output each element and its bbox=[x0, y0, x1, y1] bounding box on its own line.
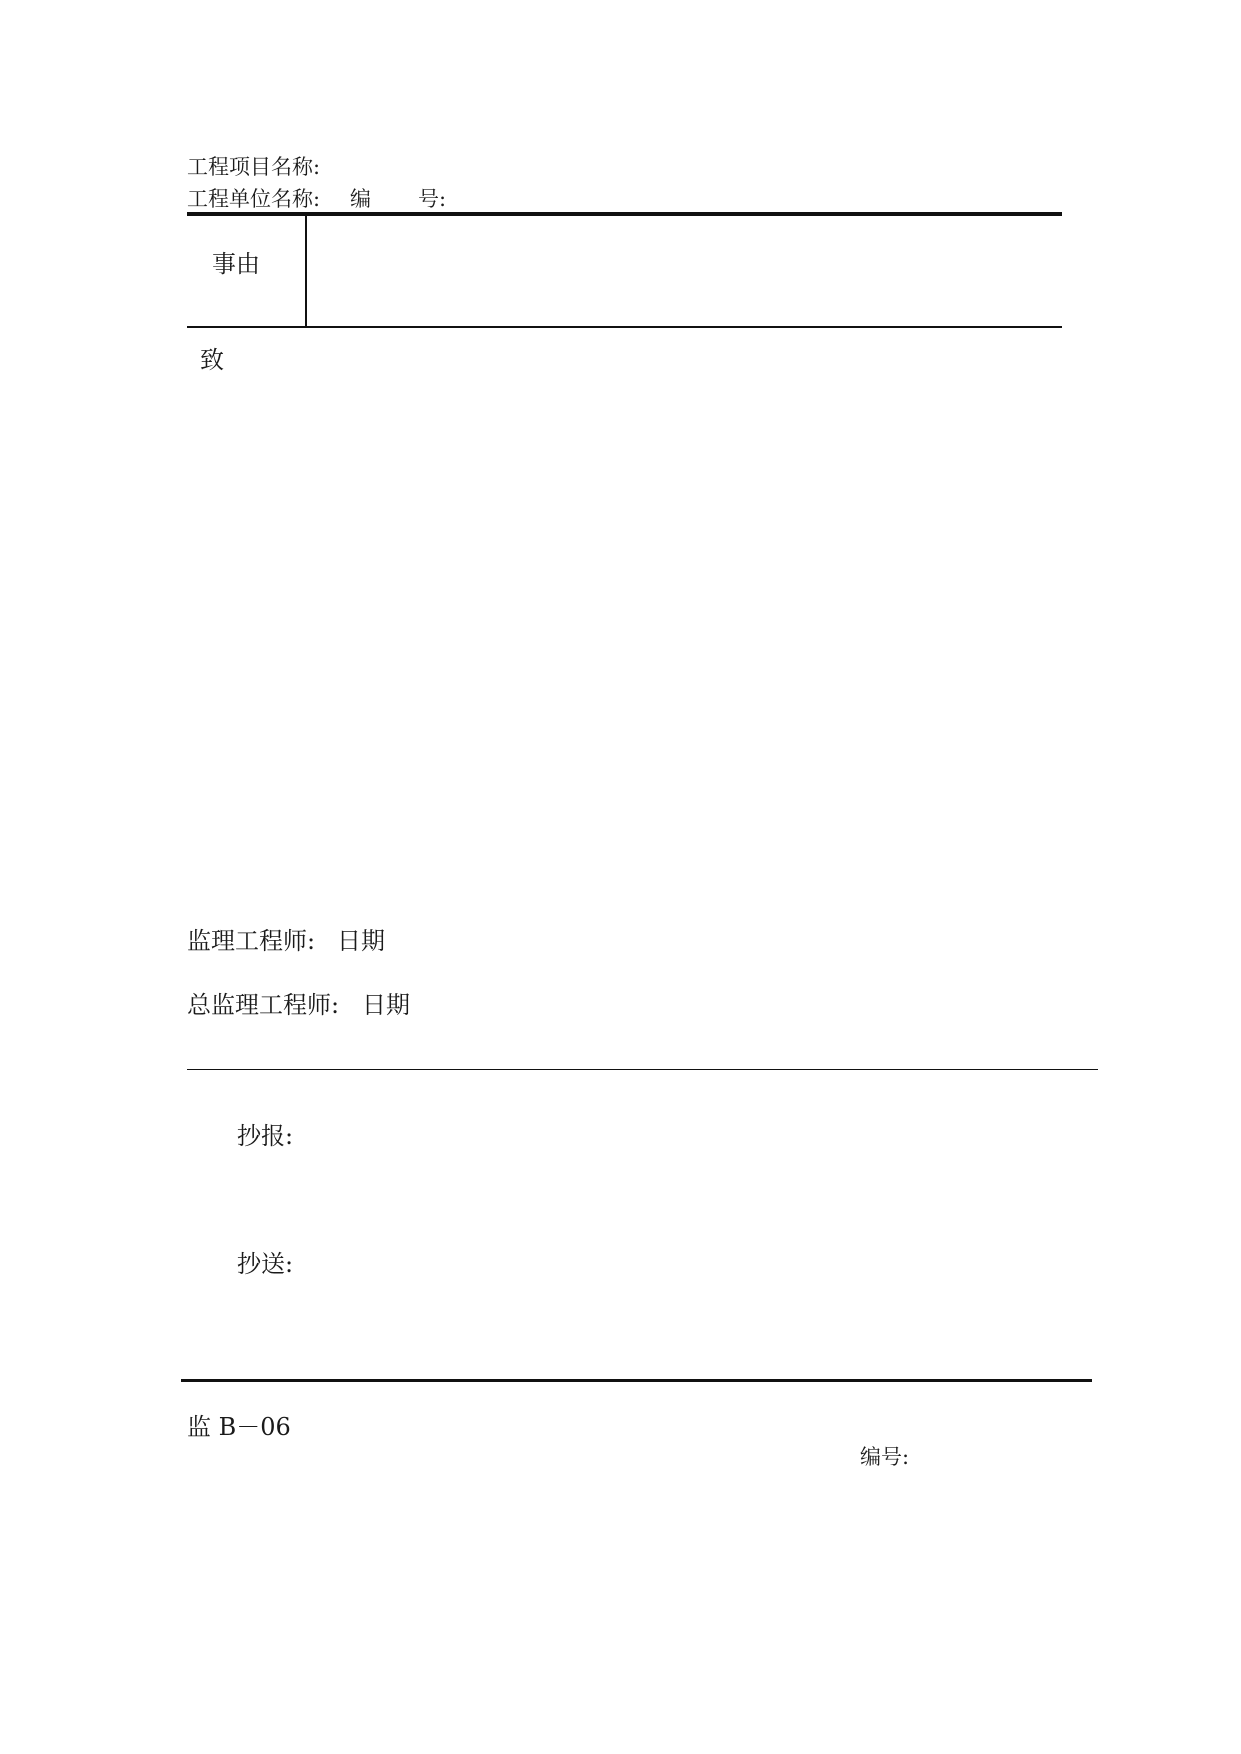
form-code: 监 B－06 bbox=[187, 1413, 291, 1441]
table-bottom-border bbox=[187, 326, 1062, 328]
unit-name-label: 工程单位名称: bbox=[187, 187, 321, 211]
table-top-border bbox=[187, 212, 1062, 216]
form-bottom-rule bbox=[181, 1379, 1092, 1382]
report-to-label: 抄报: bbox=[237, 1122, 294, 1150]
project-name-label: 工程项目名称: bbox=[187, 155, 321, 179]
chief-engineer-date-label: 日期 bbox=[362, 991, 410, 1019]
number-label-part1: 编 bbox=[350, 187, 371, 211]
footer-number-label: 编号: bbox=[860, 1445, 910, 1469]
table-column-divider bbox=[305, 214, 307, 328]
reason-label: 事由 bbox=[212, 250, 260, 278]
engineer-signature-label: 监理工程师: bbox=[187, 927, 316, 955]
chief-engineer-signature-label: 总监理工程师: bbox=[187, 991, 340, 1019]
send-to-label: 抄送: bbox=[237, 1250, 294, 1278]
signature-separator bbox=[187, 1069, 1098, 1070]
to-label: 致 bbox=[200, 346, 224, 374]
engineer-date-label: 日期 bbox=[337, 927, 385, 955]
number-label-part2: 号: bbox=[418, 187, 447, 211]
